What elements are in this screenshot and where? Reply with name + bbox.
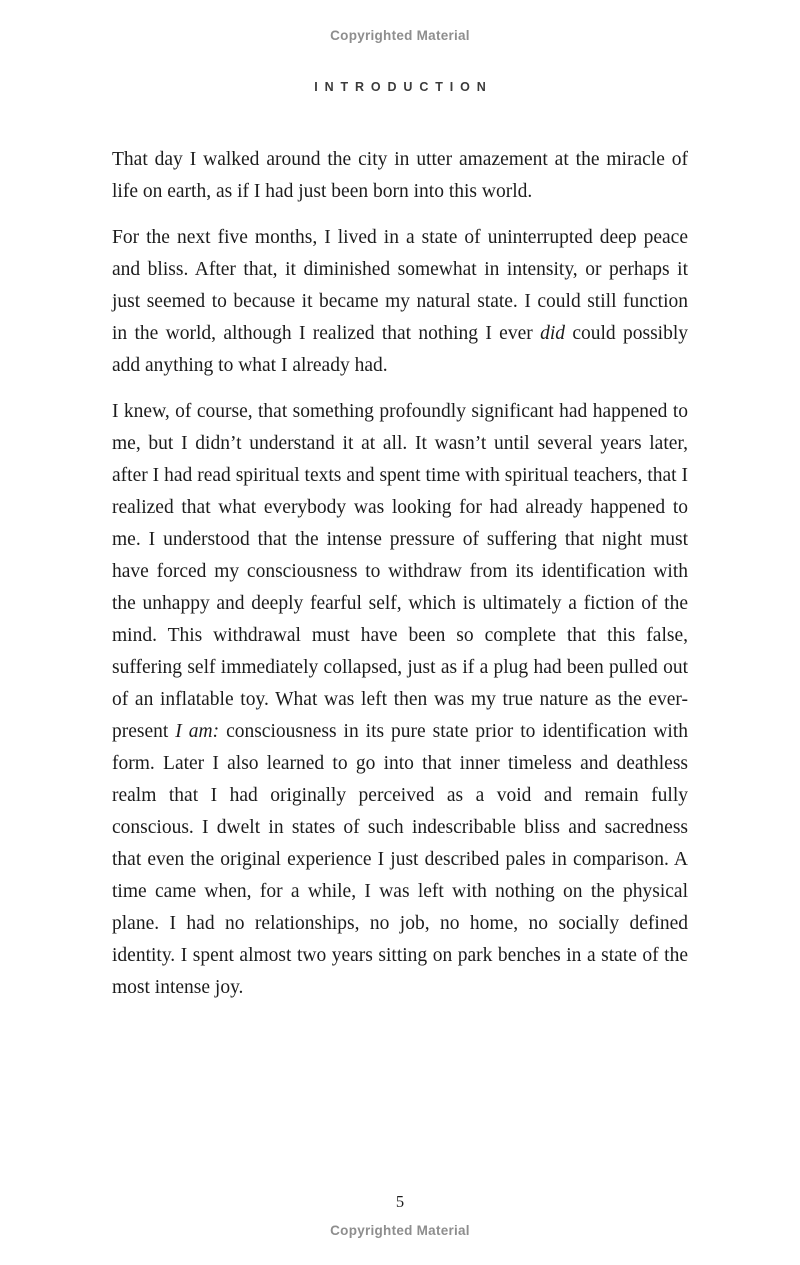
page-number: 5 [395,1192,405,1211]
chapter-heading: INTRODUCTION [314,80,493,94]
text-segment: consciousness in its pure state prior to identification with form. Later I also learned to go into that inner timeless and deathless realm that I had originally perceived as a void and remain fully conscious. I dwelt in states of such indescribable bliss and sacredness that even the original experience I just described pales in comparison. A time came when, for a while, I was left with nothing on the physical plane. I had no relationships, no job, no home, no socially defined identity. I spent almost two years sitting on park benches in a state of the most intense joy. [112,721,689,998]
text-segment: I knew, of course, that something profoundly significant had happened to me, but I didn’t understand it at all. It wasn’t until several years later, after I had read spiritual texts and spent time with spiritual teachers, that I realized that what everybody was looking for had already happened to me. I understood that the intense pressure of suffering that night must have forced my consciousness to withdraw from its identification with the unhappy and deeply fearful self, which is ultimately a fiction of the mind. This withdrawal must have been so complete that this false, suffering self immediately collapsed, just as if a plug had been pulled out of an inflatable toy. What was left then was my true nature as the ever-present [112,401,688,742]
copyright-notice-top: Copyrighted Material [330,28,470,43]
copyright-notice-bottom: Copyrighted Material [330,1223,470,1238]
italic-text-segment: did [540,323,565,344]
page-body [112,144,688,1004]
text-segment: could possibly add anything to what I already had. [112,323,688,376]
body-paragraph [112,396,688,1004]
text-segment: That day I walked around the city in utter amazement at the miracle of life on earth, as if I had just been born into this world. [112,149,688,202]
body-paragraph [112,222,688,382]
text-segment: For the next five months, I lived in a state of uninterrupted deep peace and bliss. After that, it diminished somewhat in intensity, or perhaps it just seemed to because it became my natural state. I could still function in the world, although I realized that nothing I ever [112,227,688,344]
body-paragraph [112,144,688,208]
italic-text-segment: I am: [175,721,220,742]
